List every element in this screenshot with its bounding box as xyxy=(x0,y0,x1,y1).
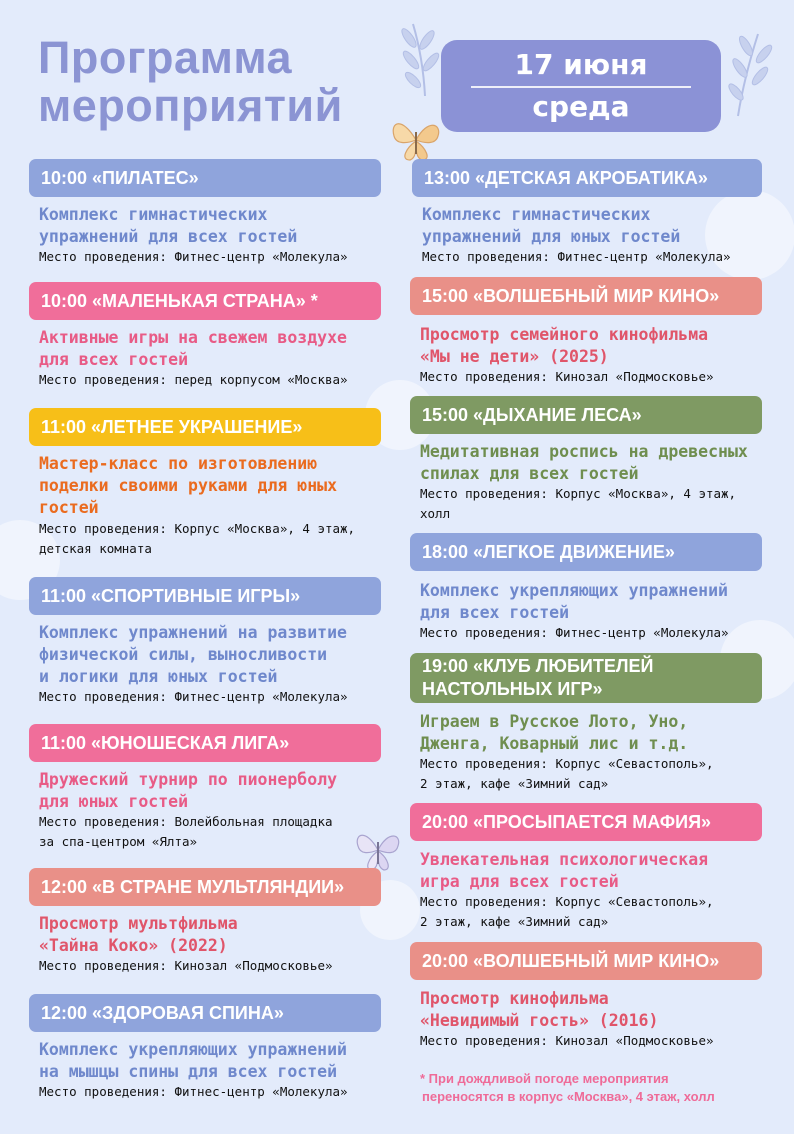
event-card xyxy=(412,159,762,274)
event-header: 15:00 «ВОЛШЕБНЫЙ МИР КИНО» xyxy=(410,277,762,315)
event-place: Место проведения: Фитнес-центр «Молекула» xyxy=(420,625,729,640)
event-header: 11:00 «СПОРТИВНЫЕ ИГРЫ» xyxy=(29,577,381,615)
event-card xyxy=(29,282,381,397)
event-place: Место проведения: Корпус «Москва», 4 этаж, холл xyxy=(420,486,737,521)
event-description: Комплекс гимнастических упражнений для юных гостей xyxy=(422,205,681,246)
event-description: Просмотр семейного кинофильма «Мы не дети» (2025) xyxy=(420,325,709,366)
event-header: 10:00 «ПИЛАТЕС» xyxy=(29,159,381,197)
event-description: Медитативная роспись на древесных спилах для всех гостей xyxy=(420,442,748,483)
event-header: 12:00 «В СТРАНЕ МУЛЬТЛЯНДИИ» xyxy=(29,868,381,906)
event-place: Место проведения: Кинозал «Подмосковье» xyxy=(39,958,333,973)
event-description: Дружеский турнир по пионерболу для юных гостей xyxy=(39,770,338,811)
event-place: Место проведения: Фитнес-центр «Молекула» xyxy=(39,1084,348,1099)
event-header: 15:00 «ДЫХАНИЕ ЛЕСА» xyxy=(410,396,762,434)
leaf-branch-icon xyxy=(718,28,778,118)
title-line: Программа xyxy=(38,32,293,83)
event-description: Комплекс укрепляющих упражнений для всех гостей xyxy=(420,581,728,622)
page-title xyxy=(38,34,343,130)
event-place: Место проведения: Корпус «Севастополь», 2 этаж, кафе «Зимний сад» xyxy=(420,756,714,791)
event-card xyxy=(29,724,381,854)
date-day: 17 июня xyxy=(514,48,648,81)
event-header: 13:00 «ДЕТСКАЯ АКРОБАТИКА» xyxy=(412,159,762,197)
event-description: Комплекс укрепляющих упражнений на мышцы спины для всех гостей xyxy=(39,1040,347,1081)
event-header: 19:00 «КЛУБ ЛЮБИТЕЛЕЙ НАСТОЛЬНЫХ ИГР» xyxy=(410,653,762,703)
event-header: 11:00 «ЛЕТНЕЕ УКРАШЕНИЕ» xyxy=(29,408,381,446)
event-place: Место проведения: Волейбольная площадка за спа-центром «Ялта» xyxy=(39,814,333,849)
event-description: Увлекательная психологическая игра для всех гостей xyxy=(420,850,709,891)
event-description: Просмотр кинофильма «Невидимый гость» (2016) xyxy=(420,989,659,1030)
event-place: Место проведения: Фитнес-центр «Молекула» xyxy=(39,249,348,264)
event-description: Просмотр мультфильма «Тайна Коко» (2022) xyxy=(39,914,238,955)
butterfly-icon xyxy=(388,114,444,164)
date-weekday: среда xyxy=(532,90,630,123)
event-card xyxy=(410,396,762,526)
event-place: Место проведения: Корпус «Москва», 4 этаж, детская комната xyxy=(39,521,356,556)
event-description: Мастер-класс по изготовлению поделки своими руками для юных гостей xyxy=(39,454,338,517)
event-header: 11:00 «ЮНОШЕСКАЯ ЛИГА» xyxy=(29,724,381,762)
footnote-line: * При дождливой погоде мероприятия xyxy=(420,1071,669,1086)
event-place: Место проведения: Фитнес-центр «Молекула» xyxy=(39,689,348,704)
event-description: Играем в Русское Лото, Уно, Дженга, Коварный лис и т.д. xyxy=(420,712,689,753)
event-header: 12:00 «ЗДОРОВАЯ СПИНА» xyxy=(29,994,381,1032)
date-divider xyxy=(471,86,691,88)
event-card xyxy=(29,868,381,983)
event-place: Место проведения: перед корпусом «Москва» xyxy=(39,372,348,387)
event-card xyxy=(410,533,762,648)
event-description: Комплекс гимнастических упражнений для всех гостей xyxy=(39,205,298,246)
event-card xyxy=(410,803,762,933)
title-line: мероприятий xyxy=(38,80,343,131)
event-card xyxy=(410,653,762,793)
event-card xyxy=(410,277,762,392)
date-badge xyxy=(441,40,721,132)
event-description: Активные игры на свежем воздухе для всех гостей xyxy=(39,328,347,369)
event-card xyxy=(29,994,381,1109)
event-card xyxy=(410,942,762,1057)
event-header: 20:00 «ПРОСЫПАЕТСЯ МАФИЯ» xyxy=(410,803,762,841)
event-header: 10:00 «МАЛЕНЬКАЯ СТРАНА» * xyxy=(29,282,381,320)
event-card xyxy=(29,408,381,563)
footnote-line: переносятся в корпус «Москва», 4 этаж, холл xyxy=(422,1089,715,1104)
rain-footnote xyxy=(420,1070,780,1106)
event-place: Место проведения: Кинозал «Подмосковье» xyxy=(420,1033,714,1048)
event-place: Место проведения: Кинозал «Подмосковье» xyxy=(420,369,714,384)
event-place: Место проведения: Корпус «Севастополь», 2 этаж, кафе «Зимний сад» xyxy=(420,894,714,929)
event-card xyxy=(29,577,381,712)
event-header: 18:00 «ЛЕГКОЕ ДВИЖЕНИЕ» xyxy=(410,533,762,571)
event-card xyxy=(29,159,381,274)
event-header: 20:00 «ВОЛШЕБНЫЙ МИР КИНО» xyxy=(410,942,762,980)
event-place: Место проведения: Фитнес-центр «Молекула» xyxy=(422,249,731,264)
event-description: Комплекс упражнений на развитие физической силы, выносливости и логики для юных гостей xyxy=(39,623,347,686)
